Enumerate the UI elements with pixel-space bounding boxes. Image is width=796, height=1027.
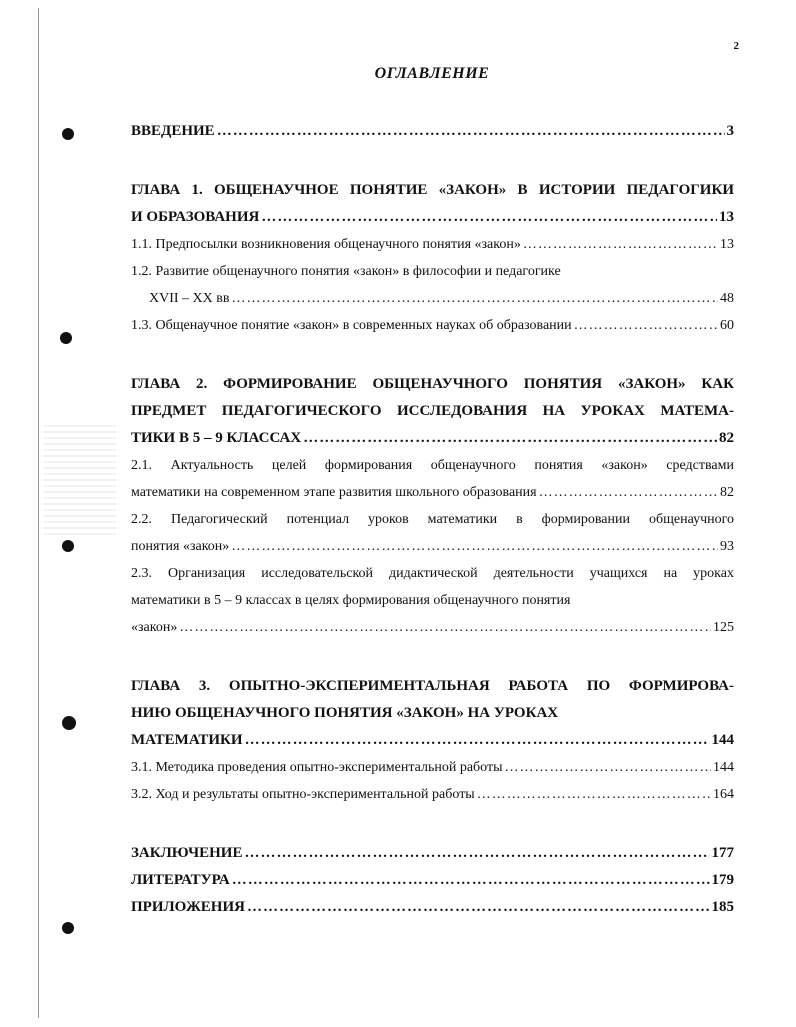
toc-entry-page: 60 (720, 318, 734, 333)
dot-leader (231, 533, 718, 560)
toc-entry-page: 179 (711, 872, 734, 888)
toc-entry-section[interactable]: 1.2. Развитие общенаучного понятия «закон» в философии и педагогике (131, 264, 561, 279)
toc-entry-chapter-2[interactable] (131, 425, 734, 452)
toc-entry-intro[interactable] (131, 118, 734, 145)
toc-entry-section[interactable]: 2.1. Актуальность целей формирования общенаучного понятия «закон» средствами (131, 458, 734, 473)
chapter-3-heading-cont[interactable]: НИЮ ОБЩЕНАУЧНОГО ПОНЯТИЯ «ЗАКОН» НА УРОКАХ (131, 705, 559, 721)
toc-entry-conclusion[interactable] (131, 840, 734, 867)
dot-leader (523, 231, 718, 258)
toc-entry-section[interactable] (131, 754, 734, 781)
toc-entry-page: 144 (711, 732, 734, 748)
dot-leader (303, 425, 717, 452)
punch-hole-mark (62, 716, 76, 730)
toc-entry-page: 164 (713, 787, 734, 802)
toc-entry-page: 3 (726, 123, 734, 139)
toc-entry-page: 13 (720, 237, 734, 252)
dot-leader (232, 285, 719, 312)
toc-entry-label: «закон» (131, 620, 178, 635)
toc-entry-label: ВВЕДЕНИЕ (131, 123, 215, 139)
toc-entry-appendix[interactable] (131, 894, 734, 921)
toc-entry-page: 144 (713, 760, 734, 775)
toc-entry-section[interactable]: 2.3. Организация исследовательской дидактической деятельности учащихся на уроках (131, 566, 734, 581)
page-number: 2 (733, 40, 739, 52)
punch-hole-mark (62, 922, 74, 934)
toc-entry-label: 1.1. Предпосылки возникновения общенаучного понятия «закон» (131, 237, 521, 252)
toc-entry-label: МАТЕМАТИКИ (131, 732, 243, 748)
toc-entry-label: 3.1. Методика проведения опытно-экспериментальной работы (131, 760, 503, 775)
toc-entry-label: XVII – XX вв (149, 291, 230, 306)
toc-entry-page: 48 (720, 291, 734, 306)
chapter-1-heading[interactable]: ГЛАВА 1. ОБЩЕНАУЧНОЕ ПОНЯТИЕ «ЗАКОН» В ИСТОРИИ ПЕДАГОГИКИ (131, 182, 734, 198)
dot-leader (505, 754, 711, 781)
toc-entry-section-cont[interactable] (131, 479, 734, 506)
toc-entry-section-cont[interactable] (131, 614, 734, 641)
toc-entry-label: ПРИЛОЖЕНИЯ (131, 899, 245, 915)
dot-leader (539, 479, 718, 506)
toc-entry-chapter-3[interactable] (131, 727, 734, 754)
dot-leader (232, 867, 710, 894)
toc-entry-label: понятия «закон» (131, 539, 230, 554)
punch-hole-mark (62, 128, 74, 140)
dot-leader (245, 727, 710, 754)
toc-entry-section[interactable] (131, 781, 734, 808)
toc-entry-section[interactable]: 2.2. Педагогический потенциал уроков математики в формировании общенаучного (131, 512, 734, 527)
toc-entry-page: 82 (720, 485, 734, 500)
toc-entry-chapter-1[interactable] (131, 204, 734, 231)
chapter-2-heading[interactable]: ГЛАВА 2. ФОРМИРОВАНИЕ ОБЩЕНАУЧНОГО ПОНЯТИЯ «ЗАКОН» КАК (131, 376, 734, 392)
scan-edge-line (38, 8, 39, 1018)
dot-leader (244, 840, 709, 867)
dot-leader (477, 781, 711, 808)
punch-hole-mark (62, 540, 74, 552)
toc-entry-section[interactable] (131, 231, 734, 258)
toc-entry-label: ЛИТЕРАТУРА (131, 872, 230, 888)
toc-entry-label: математики на современном этапе развития школьного образования (131, 485, 537, 500)
toc-entry-label: 1.3. Общенаучное понятие «закон» в современных науках об образовании (131, 318, 572, 333)
dot-leader (247, 894, 710, 921)
punch-hole-mark (60, 332, 72, 344)
toc-entry-section-cont: математики в 5 – 9 классах в целях формирования общенаучного понятия (131, 593, 571, 608)
toc-entry-page: 185 (711, 899, 734, 915)
dot-leader (261, 204, 717, 231)
toc-entry-section[interactable] (131, 312, 734, 339)
toc-entry-page: 13 (719, 209, 734, 225)
dot-leader (574, 312, 718, 339)
toc-entry-literature[interactable] (131, 867, 734, 894)
chapter-2-heading-cont[interactable]: ПРЕДМЕТ ПЕДАГОГИЧЕСКОГО ИССЛЕДОВАНИЯ НА УРОКАХ МАТЕМА- (131, 403, 734, 419)
toc-entry-section-cont[interactable] (131, 285, 734, 312)
toc-entry-label: ЗАКЛЮЧЕНИЕ (131, 845, 243, 861)
page-title: ОГЛАВЛЕНИЕ (374, 65, 490, 82)
chapter-3-heading[interactable]: ГЛАВА 3. ОПЫТНО-ЭКСПЕРИМЕНТАЛЬНАЯ РАБОТА ПО ФОРМИРОВА- (131, 678, 734, 694)
toc-entry-section-cont[interactable] (131, 533, 734, 560)
toc-entry-page: 93 (720, 539, 734, 554)
dot-leader (217, 118, 725, 145)
scan-noise (44, 425, 116, 535)
toc-entry-page: 177 (711, 845, 734, 861)
toc-entry-page: 82 (719, 430, 734, 446)
dot-leader (179, 614, 711, 641)
toc-entry-label: ТИКИ В 5 – 9 КЛАССАХ (131, 430, 302, 446)
toc-entry-page: 125 (713, 620, 734, 635)
toc-entry-label: И ОБРАЗОВАНИЯ (131, 209, 260, 225)
table-of-contents (131, 118, 734, 921)
toc-entry-label: 3.2. Ход и результаты опытно-экспериментальной работы (131, 787, 475, 802)
